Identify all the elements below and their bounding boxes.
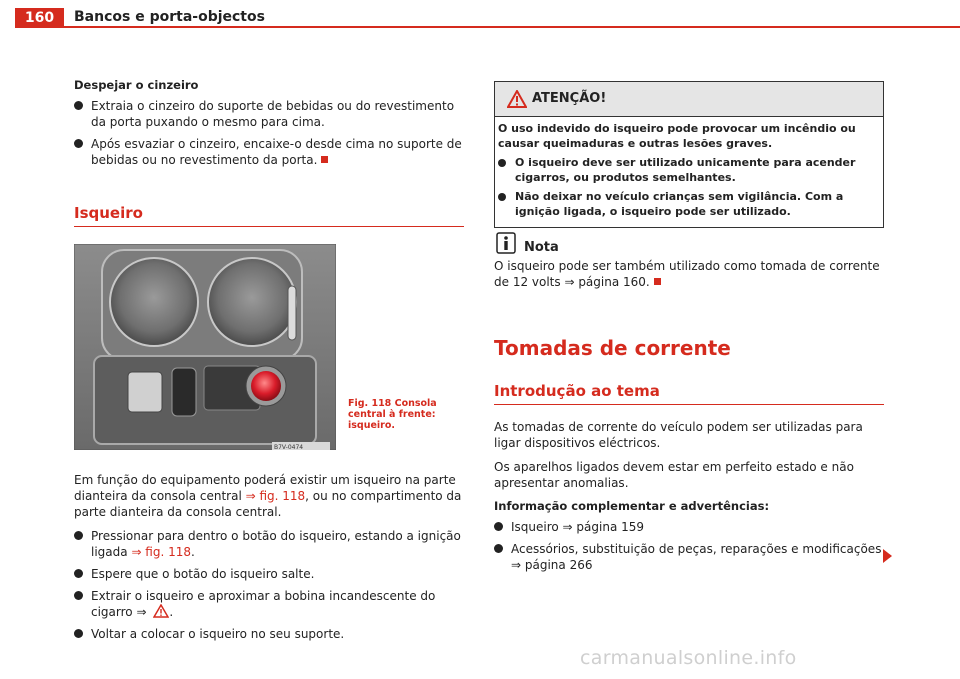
left-column <box>74 78 464 227</box>
nota-text: O isqueiro pode ser também utilizado como tomada de corrente de 12 volts ⇒ página 160. <box>494 259 880 289</box>
svg-text:B7V-0474: B7V-0474 <box>274 444 304 450</box>
bullet-icon <box>498 159 506 167</box>
list-item: Após esvaziar o cinzeiro, encaixe-o desde cima no suporte de bebidas ou no revestimento da porta. <box>74 136 464 168</box>
isqueiro-heading: Isqueiro <box>74 204 464 227</box>
list-item: Extraia o cinzeiro do suporte de bebidas ou do revestimento da porta puxando o mesmo para cima. <box>74 98 464 130</box>
list-item: Espere que o botão do isqueiro salte. <box>74 566 464 582</box>
warning-icon <box>507 90 527 108</box>
nota-title: Nota <box>524 240 559 255</box>
bullet-icon <box>498 193 506 201</box>
info-heading: Informação complementar e advertências: <box>494 499 770 513</box>
page-header <box>0 0 960 28</box>
end-mark-icon <box>654 278 661 285</box>
bullet-icon <box>74 101 83 110</box>
bullet-icon <box>494 522 503 531</box>
list-item: Pressionar para dentro o botão do isqueiro, estando a ignição ligada ⇒ fig. 118. <box>74 528 464 560</box>
bullet-icon <box>74 139 83 148</box>
info-icon <box>496 232 516 254</box>
console-photo <box>74 244 336 450</box>
page-number: 160 <box>15 8 64 28</box>
next-page-arrow-icon[interactable] <box>883 549 892 563</box>
intro-subheading: Introdução ao tema <box>494 382 884 405</box>
list-item: Voltar a colocar o isqueiro no seu suporte. <box>74 626 464 642</box>
bullet-icon <box>74 531 83 540</box>
figure-link[interactable]: ⇒ fig. 118 <box>245 489 306 503</box>
bullet-icon <box>74 591 83 600</box>
list-item: Extrair o isqueiro e aproximar a bobina incandescente do cigarro ⇒ . <box>74 588 464 620</box>
watermark: carmanualsonline.info <box>580 647 797 669</box>
despejar-heading: Despejar o cinzeiro <box>74 78 199 92</box>
figure-caption: Fig. 118 Consola central à frente: isqueiro. <box>348 398 437 431</box>
list-item: Isqueiro ⇒ página 159 <box>494 519 884 535</box>
tomadas-p1: As tomadas de corrente do veículo podem ser utilizadas para ligar dispositivos eléctricos. <box>494 420 863 450</box>
end-mark-icon <box>321 156 328 163</box>
bullet-icon <box>74 569 83 578</box>
list-item: Acessórios, substituição de peças, reparações e modificações ⇒ página 266 <box>494 541 884 573</box>
bullet-icon <box>74 629 83 638</box>
warning-body <box>495 117 883 227</box>
isqueiro-intro: Em função do equipamento poderá existir um isqueiro na parte dianteira da consola central ⇒ fig. 118, ou no compartimento da parte dianteira da consola central. <box>74 473 462 519</box>
list-item: O isqueiro deve ser utilizado unicamente para acender cigarros, ou produtos semelhantes. <box>498 155 879 185</box>
header-rule <box>15 26 960 28</box>
warning-title: ATENÇÃO! <box>532 91 607 106</box>
warning-lead: O uso indevido do isqueiro pode provocar um incêndio ou causar queimaduras e outras lesões graves. <box>498 122 856 150</box>
tomadas-p2: Os aparelhos ligados devem estar em perfeito estado e não apresentar anomalias. <box>494 460 854 490</box>
warning-link-icon[interactable] <box>153 604 169 618</box>
header-title: Bancos e porta-objectos <box>74 9 265 25</box>
nota-section <box>494 232 884 579</box>
list-item: Não deixar no veículo crianças sem vigilância. Com a ignição ligada, o isqueiro pode ser utilizado. <box>498 189 879 219</box>
warning-box <box>494 81 884 228</box>
figure-118 <box>74 244 464 452</box>
warning-header <box>495 82 883 117</box>
figure-link[interactable]: ⇒ fig. 118 <box>131 545 192 559</box>
bullet-icon <box>494 544 503 553</box>
left-column-lower <box>74 472 464 648</box>
tomadas-heading: Tomadas de corrente <box>494 336 731 360</box>
